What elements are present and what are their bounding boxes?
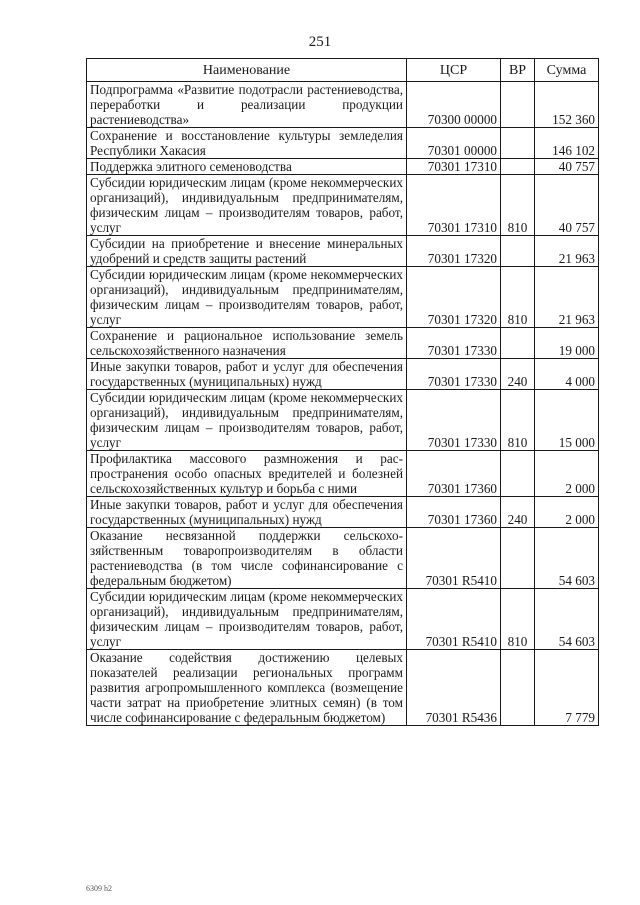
- row-vr: 810: [501, 267, 535, 328]
- row-name: Подпрограмма «Развитие подотрасли растениеводства, переработки и реализации продукции растениеводства»: [87, 82, 407, 128]
- row-csr: 70301 17330: [407, 359, 501, 390]
- table-row: [87, 528, 599, 589]
- row-sum: 54 603: [535, 528, 599, 589]
- row-csr: 70301 R5410: [407, 589, 501, 650]
- row-sum: 146 102: [535, 128, 599, 159]
- row-sum: 21 963: [535, 267, 599, 328]
- row-sum: 15 000: [535, 390, 599, 451]
- row-vr: [501, 82, 535, 128]
- row-csr: 70301 00000: [407, 128, 501, 159]
- row-name: Сохранение и восстановление культуры земледелия Республики Хакасия: [87, 128, 407, 159]
- header-vr: ВР: [501, 59, 535, 82]
- row-sum: 54 603: [535, 589, 599, 650]
- row-name: Оказание несвязанной поддержки сельскохозяйственным товаропроизводителям в области растениеводства (в том числе софинансирование с федеральным бюджетом): [87, 528, 407, 589]
- row-csr: 70301 17330: [407, 328, 501, 359]
- row-vr: [501, 528, 535, 589]
- header-sum: Сумма: [535, 59, 599, 82]
- table-row: [87, 650, 599, 726]
- row-vr: 240: [501, 497, 535, 528]
- table-row: [87, 451, 599, 497]
- row-csr: 70301 17360: [407, 451, 501, 497]
- header-csr: ЦСР: [407, 59, 501, 82]
- row-sum: 7 779: [535, 650, 599, 726]
- row-sum: 4 000: [535, 359, 599, 390]
- row-csr: 70301 17310: [407, 175, 501, 236]
- row-vr: 810: [501, 390, 535, 451]
- row-name: Субсидии юридическим лицам (кроме некоммерческих организаций), индивидуальным предпринимателям, физическим лицам – производителям товаров, работ, услуг: [87, 267, 407, 328]
- row-csr: 70300 00000: [407, 82, 501, 128]
- row-name: Профилактика массового размножения и распространения особо опасных вредителей и болезней сельскохозяйственных культур и борьба с ними: [87, 451, 407, 497]
- row-csr: 70301 R5410: [407, 528, 501, 589]
- table-row: [87, 359, 599, 390]
- row-name: Иные закупки товаров, работ и услуг для обеспечения государственных (муниципальных) нужд: [87, 497, 407, 528]
- row-csr: 70301 R5436: [407, 650, 501, 726]
- row-vr: 810: [501, 175, 535, 236]
- row-vr: 240: [501, 359, 535, 390]
- row-name: Субсидии на приобретение и внесение минеральных удобрений и средств защиты растений: [87, 236, 407, 267]
- table-row: [87, 497, 599, 528]
- row-sum: 21 963: [535, 236, 599, 267]
- table-row: [87, 175, 599, 236]
- row-vr: [501, 451, 535, 497]
- row-name: Субсидии юридическим лицам (кроме некоммерческих организаций), индивидуальным предпринимателям, физическим лицам – производителям товаров, работ, услуг: [87, 175, 407, 236]
- row-name: Субсидии юридическим лицам (кроме некоммерческих организаций), индивидуальным предпринимателям, физическим лицам – производителям товаров, работ, услуг: [87, 589, 407, 650]
- table-row: [87, 236, 599, 267]
- page-number: 251: [308, 34, 332, 50]
- row-name: Субсидии юридическим лицам (кроме некоммерческих организаций), индивидуальным предпринимателям, физическим лицам – производителям товаров, работ, услуг: [87, 390, 407, 451]
- footer-print-mark: 6309 h2: [86, 884, 112, 893]
- row-csr: 70301 17310: [407, 159, 501, 175]
- row-sum: 2 000: [535, 497, 599, 528]
- row-vr: [501, 159, 535, 175]
- row-name: Иные закупки товаров, работ и услуг для обеспечения государственных (муниципальных) нужд: [87, 359, 407, 390]
- row-sum: 2 000: [535, 451, 599, 497]
- row-sum: 40 757: [535, 159, 599, 175]
- row-vr: [501, 128, 535, 159]
- row-csr: 70301 17320: [407, 267, 501, 328]
- budget-table: [86, 58, 599, 726]
- table-row: [87, 589, 599, 650]
- table-row: [87, 267, 599, 328]
- header-name: Наименование: [87, 59, 407, 82]
- table-row: [87, 82, 599, 128]
- row-sum: 19 000: [535, 328, 599, 359]
- row-csr: 70301 17330: [407, 390, 501, 451]
- row-sum: 152 360: [535, 82, 599, 128]
- row-vr: [501, 650, 535, 726]
- row-name: Оказание содействия достижению целевых показателей реализации региональных программ развития агропромышленного комплекса (возмещение части затрат на приобретение элитных семян) (в том числе софинансирование с федеральным бюджетом): [87, 650, 407, 726]
- table-header-row: [87, 59, 599, 82]
- row-csr: 70301 17360: [407, 497, 501, 528]
- table-row: [87, 328, 599, 359]
- row-sum: 40 757: [535, 175, 599, 236]
- table-row: [87, 390, 599, 451]
- row-csr: 70301 17320: [407, 236, 501, 267]
- row-vr: [501, 328, 535, 359]
- row-vr: 810: [501, 589, 535, 650]
- table-row: [87, 159, 599, 175]
- row-name: Сохранение и рациональное использование земель сельскохозяйственного назначения: [87, 328, 407, 359]
- table-row: [87, 128, 599, 159]
- row-vr: [501, 236, 535, 267]
- row-name: Поддержка элитного семеноводства: [87, 159, 407, 175]
